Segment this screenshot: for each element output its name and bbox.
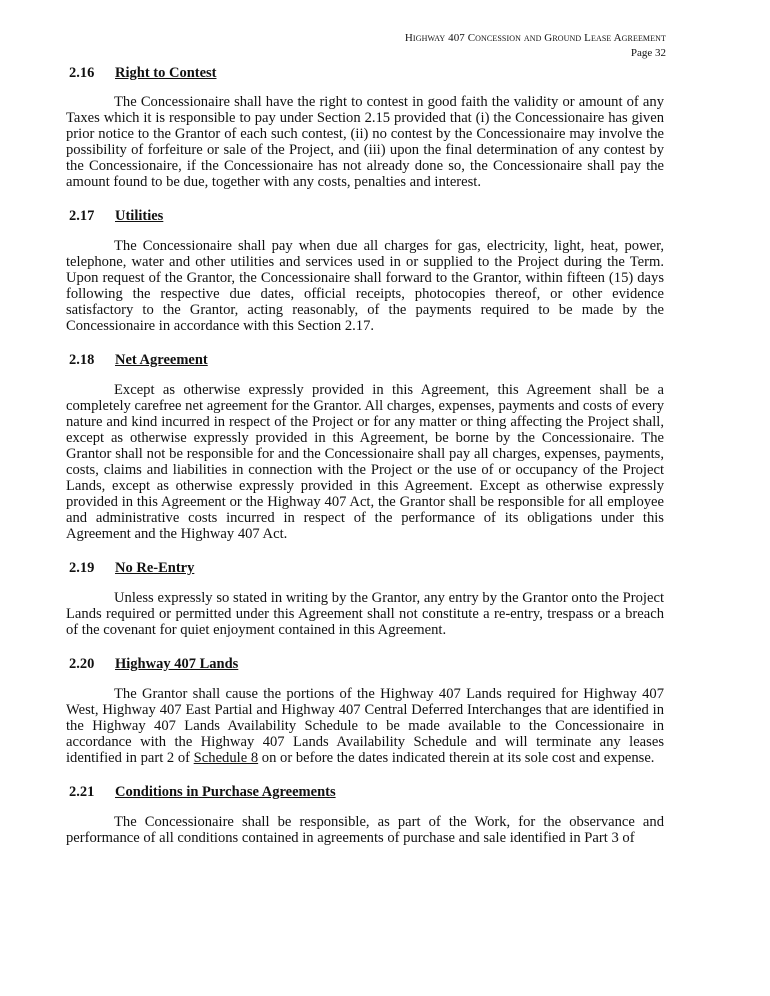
section-2-20: [66, 655, 664, 766]
section-heading: [69, 207, 664, 225]
section-paragraph: [66, 686, 664, 766]
page-number: Page 32: [630, 47, 666, 59]
section-title: Utilities: [115, 208, 164, 224]
section-number: 2.18: [69, 352, 95, 368]
section-paragraph: The Concessionaire shall have the right to contest in good faith the validity or amount of any Taxes which it is responsible to pay under Section 2.15 provided that (i) the Concessionaire has given prior notice to the Grantor of each such contest, (ii) no contest by the Concessionaire may involve the possibility of forfeiture or sale of the Project, and (iii) upon the final determination of any contest by the Concessionaire, if the Concessionaire has not already done so, the Concessionaire shall pay the amount found to be due, together with any costs, penalties and interest.: [66, 94, 664, 190]
section-2-17: [66, 207, 664, 334]
page-header: [405, 31, 666, 61]
section-heading: [69, 64, 664, 82]
paragraph-text: on or before the dates indicated therein at its sole cost and expense.: [258, 750, 655, 766]
document-title: Highway 407 Concession and Ground Lease Agreement: [404, 32, 666, 44]
section-number: 2.17: [69, 208, 95, 224]
schedule-8-reference: Schedule 8: [193, 750, 259, 766]
section-title: Highway 407 Lands: [115, 656, 239, 672]
section-2-18: [66, 351, 664, 542]
section-heading: [69, 655, 664, 673]
section-title: Right to Contest: [115, 65, 217, 81]
section-2-21: [66, 783, 664, 846]
document-body: [66, 64, 664, 863]
section-paragraph: Except as otherwise expressly provided in this Agreement, this Agreement shall be a completely carefree net agreement for the Grantor. All charges, expenses, payments and costs of every nature and kind incurred in respect of the Project or for any matter or thing affecting the Project shall, except as otherwise expressly provided in this Agreement, be borne by the Concessionaire. The Grantor shall not be responsible for and the Concessionaire shall pay all charges, expenses, payments, costs, claims and liabilities in connection with the Project or the use of or occupancy of the Project Lands, except as otherwise expressly provided in this Agreement. Except as otherwise expressly provided in this Agreement or the Highway 407 Act, the Grantor shall be responsible for all employee and administrative costs incurred in respect of the performance of its obligations under this Agreement and the Highway 407 Act.: [66, 382, 664, 542]
section-heading: [69, 783, 664, 801]
section-number: 2.20: [69, 656, 95, 672]
section-title: Net Agreement: [115, 352, 208, 368]
section-paragraph: The Concessionaire shall be responsible, as part of the Work, for the observance and performance of all conditions contained in agreements of purchase and sale identified in Part 3 of: [66, 814, 664, 846]
section-2-16: [66, 64, 664, 190]
paragraph-text: The Grantor shall cause the portions of the Highway 407 Lands required for Highway 407 West, Highway 407 East Partial and Highway 407 Central Deferred Interchanges that are identified in the Highway 407 Lands Availability Schedule to be made available to the Concessionaire in accordance with the Highway 407 Lands Availability Schedule and will terminate any leases identified in part 2 of: [66, 686, 664, 766]
section-number: 2.16: [69, 65, 95, 81]
section-2-19: [66, 559, 664, 638]
section-title: No Re-Entry: [115, 560, 195, 576]
section-title: Conditions in Purchase Agreements: [115, 784, 336, 800]
section-paragraph: Unless expressly so stated in writing by the Grantor, any entry by the Grantor onto the Project Lands required or permitted under this Agreement shall not constitute a re-entry, trespass or a breach of the covenant for quiet enjoyment contained in this Agreement.: [66, 590, 664, 638]
section-heading: [69, 559, 664, 577]
section-number: 2.21: [69, 784, 95, 800]
section-number: 2.19: [69, 560, 95, 576]
section-paragraph: The Concessionaire shall pay when due all charges for gas, electricity, light, heat, power, telephone, water and other utilities and services used in or supplied to the Project during the Term. Upon request of the Grantor, the Concessionaire shall forward to the Grantor, within fifteen (15) days following the respective due dates, official receipts, photocopies thereof, or other evidence satisfactory to the Grantor, acting reasonably, of the payments required to be made by the Concessionaire in accordance with this Section 2.17.: [66, 238, 664, 334]
section-heading: [69, 351, 664, 369]
